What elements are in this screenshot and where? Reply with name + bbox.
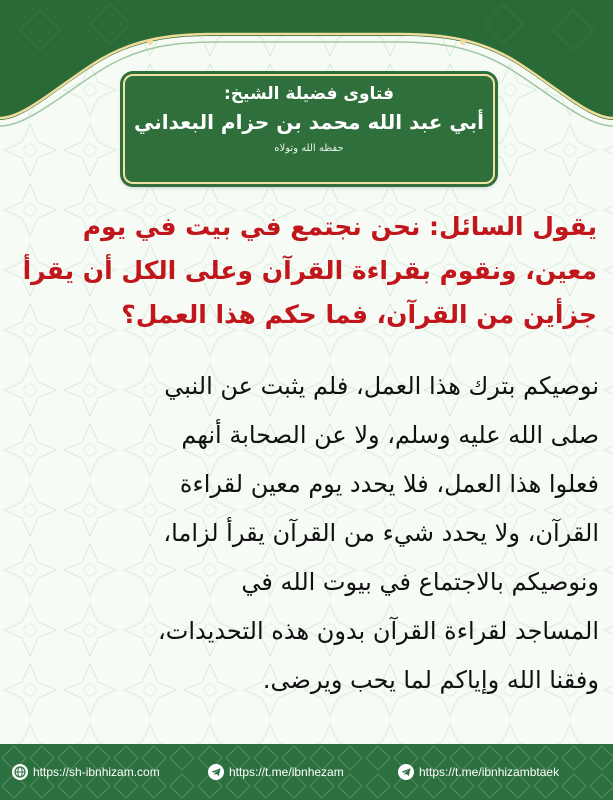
- question-line: يقول السائل: نحن نجتمع في بيت في يوم: [82, 212, 597, 241]
- question-line: جزأين من القرآن، فما حكم هذا العمل؟: [121, 300, 597, 329]
- footer-bar: [0, 744, 613, 800]
- telegram-link-ibnhezam[interactable]: [208, 761, 344, 783]
- telegram-link-ibnhizambtaek[interactable]: [398, 761, 559, 783]
- globe-icon: [12, 764, 28, 780]
- honorific: حفظه الله وتولاه: [274, 143, 344, 154]
- answer-line: ونوصيكم بالاجتماع في بيوت الله في: [241, 568, 599, 596]
- answer-line: المساجد لقراءة القرآن بدون هذه التحديدات،: [158, 617, 599, 645]
- question-text: [20, 205, 597, 337]
- answer-line: فعلوا هذا العمل، فلا يحدد يوم معين لقراءة: [179, 470, 599, 498]
- telegram-icon: [208, 764, 224, 780]
- telegram-link-label: https://t.me/ibnhezam: [229, 765, 344, 779]
- title-card: [123, 74, 495, 184]
- website-link[interactable]: [12, 761, 160, 783]
- answer-line: وفقنا الله وإياكم لما يحب ويرضى.: [262, 666, 599, 694]
- question-line: معين، ونقوم بقراءة القرآن وعلى الكل أن يقرأ: [22, 256, 597, 285]
- answer-line: نوصيكم بترك هذا العمل، فلم يثبت عن النبي: [164, 372, 599, 400]
- answer-line: صلى الله عليه وسلم، ولا عن الصحابة أنهم: [181, 421, 599, 449]
- title-label: فتاوى فضيلة الشيخ:: [223, 84, 394, 104]
- website-link-label: https://sh-ibnhizam.com: [33, 765, 160, 779]
- telegram-link-label: https://t.me/ibnhizambtaek: [419, 765, 560, 779]
- sheikh-name: أبي عبد الله محمد بن حزام البعداني: [133, 110, 485, 134]
- answer-text: [18, 362, 599, 705]
- answer-line: القرآن، ولا يحدد شيء من القرآن يقرأ لزاما،: [163, 519, 599, 547]
- telegram-icon: [398, 764, 414, 780]
